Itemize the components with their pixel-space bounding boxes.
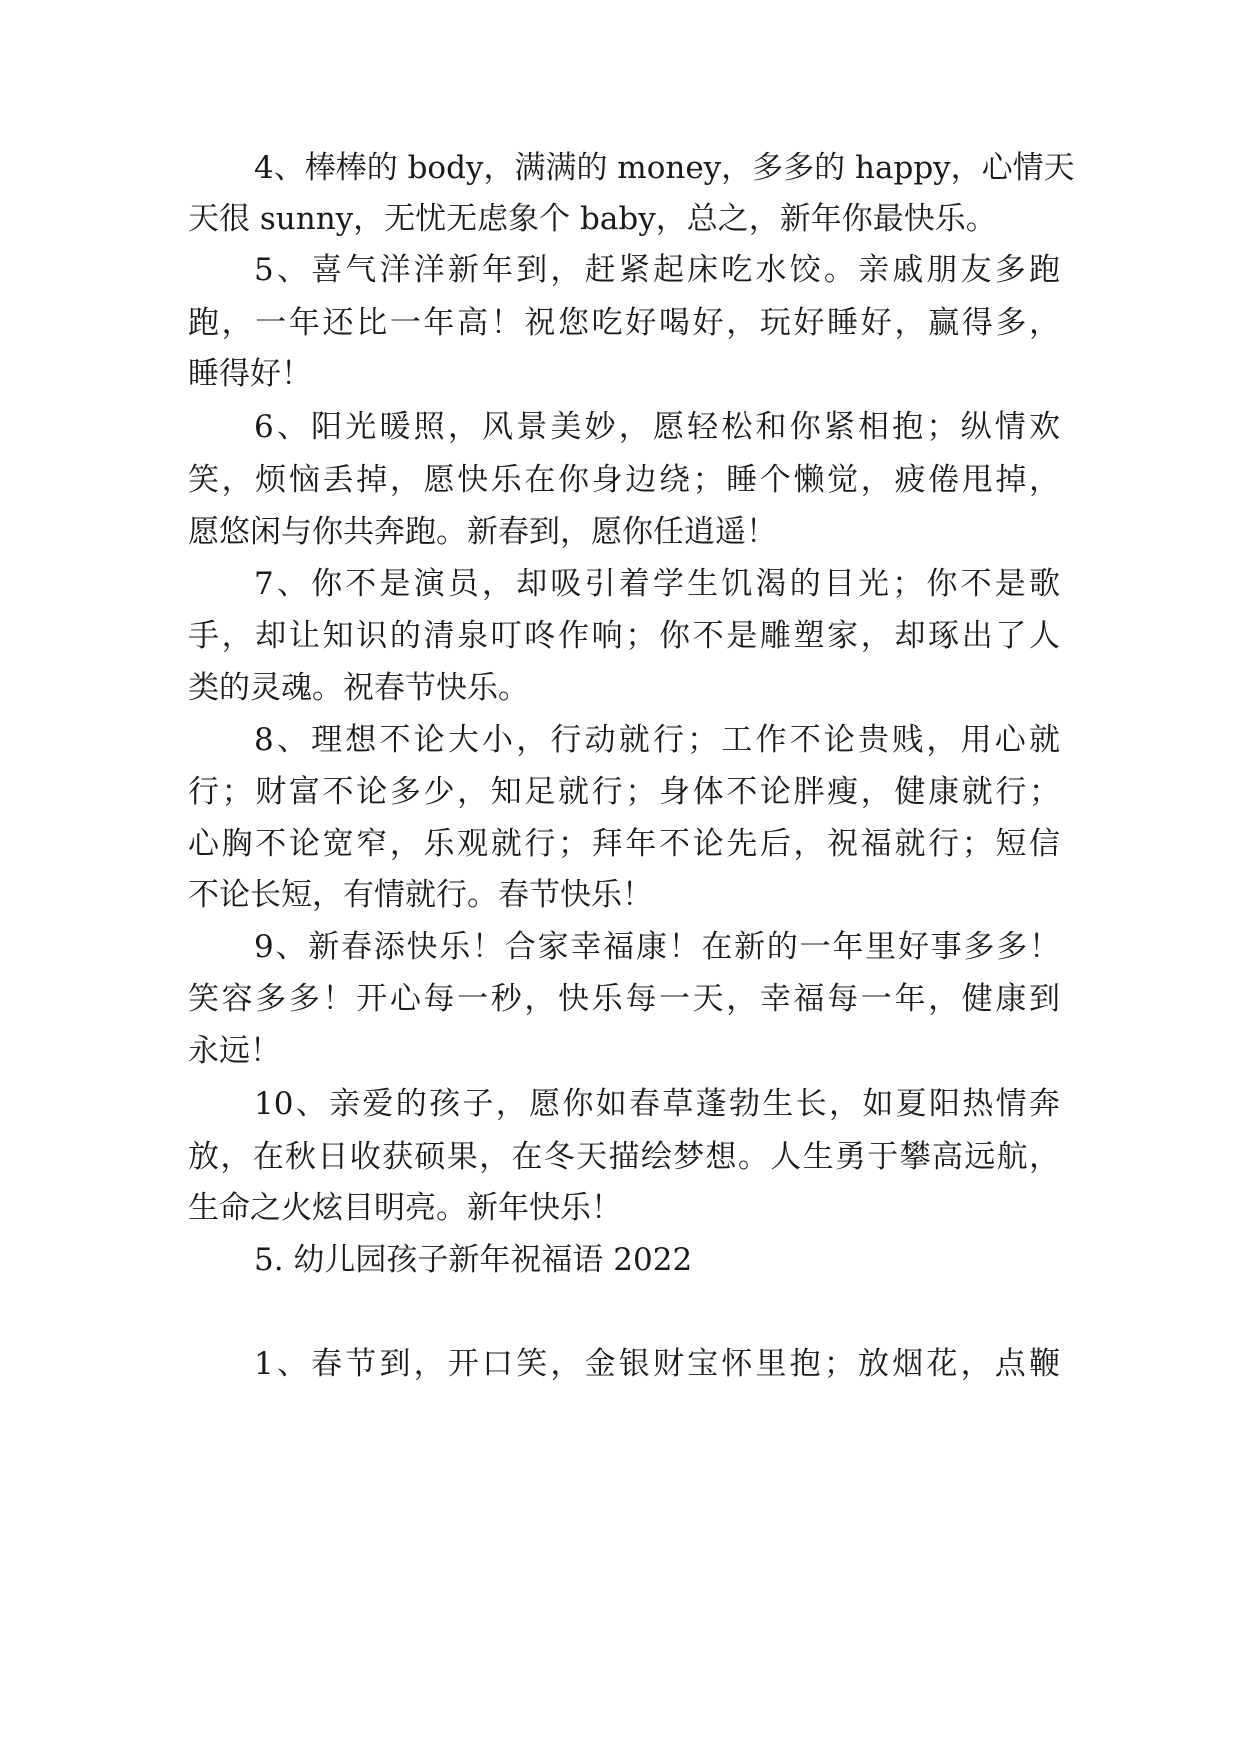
text-line: 笑容多多！开心每一秒，快乐每一天，幸福每一年，健康到 [188,981,1060,1017]
section-heading: 5. 幼儿园孩子新年祝福语 2022 [254,1242,693,1278]
text-line: 跑，一年还比一年高！祝您吃好喝好，玩好睡好，赢得多， [188,305,1060,341]
text-line: 4、棒棒的 body，满满的 money，多多的 happy，心情天 [254,150,1075,186]
text-line: 8、理想不论大小，行动就行；工作不论贵贱，用心就 [254,722,1060,758]
text-line: 睡得好！ [188,356,312,392]
text-line: 7、你不是演员，却吸引着学生饥渴的目光；你不是歌 [254,566,1060,602]
text-line: 愿悠闲与你共奔跑。新春到，愿你任逍遥！ [188,514,777,550]
text-line: 心胸不论宽窄，乐观就行；拜年不论先后，祝福就行；短信 [188,826,1060,862]
text-line: 笑，烦恼丢掉，愿快乐在你身边绕；睡个懒觉，疲倦甩掉， [188,462,1060,498]
text-line: 行；财富不论多少，知足就行；身体不论胖瘦，健康就行； [188,774,1060,810]
text-line: 9、新春添快乐！合家幸福康！在新的一年里好事多多！ [254,929,1060,965]
text-line: 放，在秋日收获硕果，在冬天描绘梦想。人生勇于攀高远航， [188,1139,1060,1175]
text-line: 生命之火炫目明亮。新年快乐！ [188,1190,622,1226]
text-line: 10、亲爱的孩子，愿你如春草蓬勃生长，如夏阳热情奔 [254,1086,1060,1122]
text-line: 天很 sunny，无忧无虑象个 baby，总之，新年你最快乐。 [188,201,997,237]
text-line: 1、春节到，开口笑，金银财宝怀里抱；放烟花，点鞭 [254,1346,1060,1382]
text-line: 手，却让知识的清泉叮咚作响；你不是雕塑家，却琢出了人 [188,618,1060,654]
text-line: 6、阳光暖照，风景美妙，愿轻松和你紧相抱；纵情欢 [254,409,1060,445]
text-line: 5、喜气洋洋新年到，赶紧起床吃水饺。亲戚朋友多跑 [254,252,1060,288]
text-line: 永远！ [188,1033,281,1069]
text-line: 不论长短，有情就行。春节快乐！ [188,877,653,913]
text-line: 类的灵魂。祝春节快乐。 [188,670,529,706]
